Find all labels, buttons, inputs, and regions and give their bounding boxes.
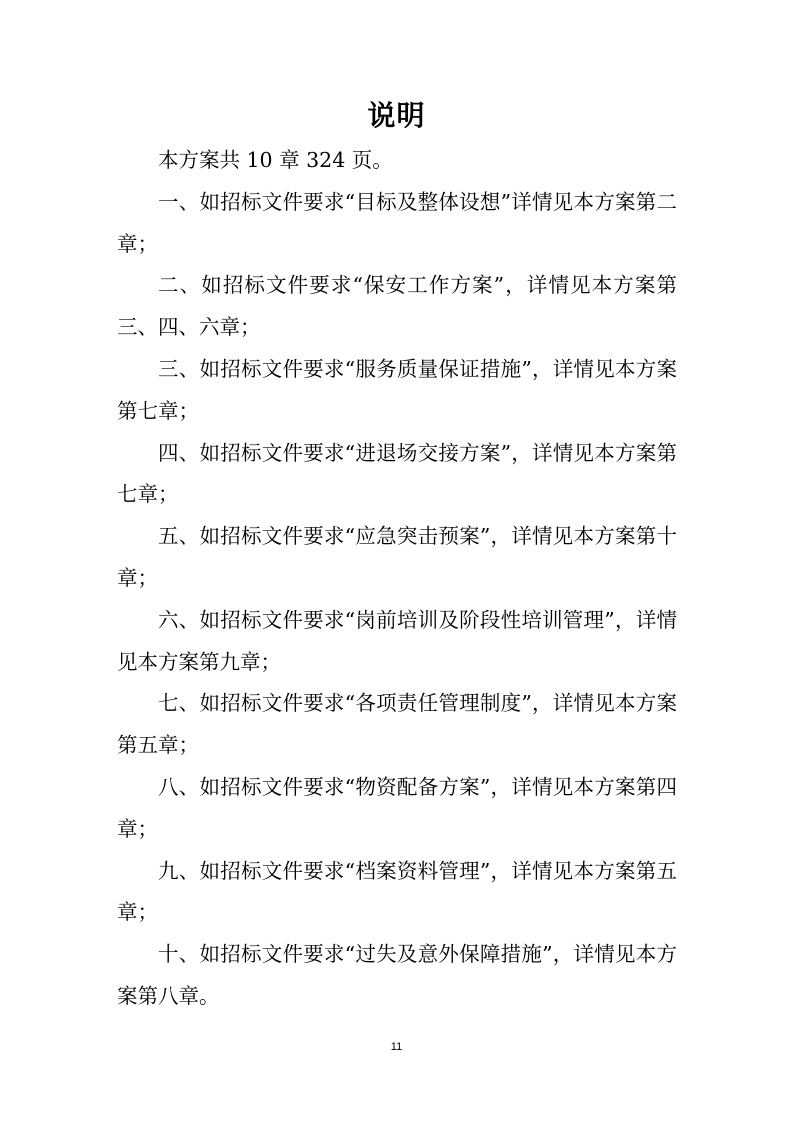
paragraph-item-7: 七、如招标文件要求“各项责任管理制度”，详情见本方案第五章； [117, 691, 677, 758]
paragraph-item-2: 二、如招标文件要求“保安工作方案”，详情见本方案第三、四、六章； [117, 273, 677, 340]
paragraph-item-4: 四、如招标文件要求“进退场交接方案”，详情见本方案第七章； [117, 440, 677, 507]
paragraph-item-10: 十、如招标文件要求“过失及意外保障措施”，详情见本方案第八章。 [117, 942, 677, 1008]
paragraph-item-6: 六、如招标文件要求“岗前培训及阶段性培训管理”，详情见本方案第九章； [117, 607, 677, 674]
paragraph-item-1: 一、如招标文件要求“目标及整体设想”详情见本方案第二章； [117, 189, 677, 256]
paragraph-item-5: 五、如招标文件要求“应急突击预案”，详情见本方案第十章； [117, 524, 677, 590]
page-number: 11 [390, 1041, 403, 1053]
paragraph-summary: 本方案共 10 章 324 页。 [158, 148, 393, 172]
paragraph-item-3: 三、如招标文件要求“服务质量保证措施”，详情见本方案第七章； [117, 356, 677, 423]
paragraph-item-8: 八、如招标文件要求“物资配备方案”，详情见本方案第四章； [117, 774, 677, 841]
page-title: 说明 [367, 99, 426, 132]
document-body [117, 140, 677, 1018]
paragraph-item-9: 九、如招标文件要求“档案资料管理”，详情见本方案第五章； [117, 858, 677, 925]
